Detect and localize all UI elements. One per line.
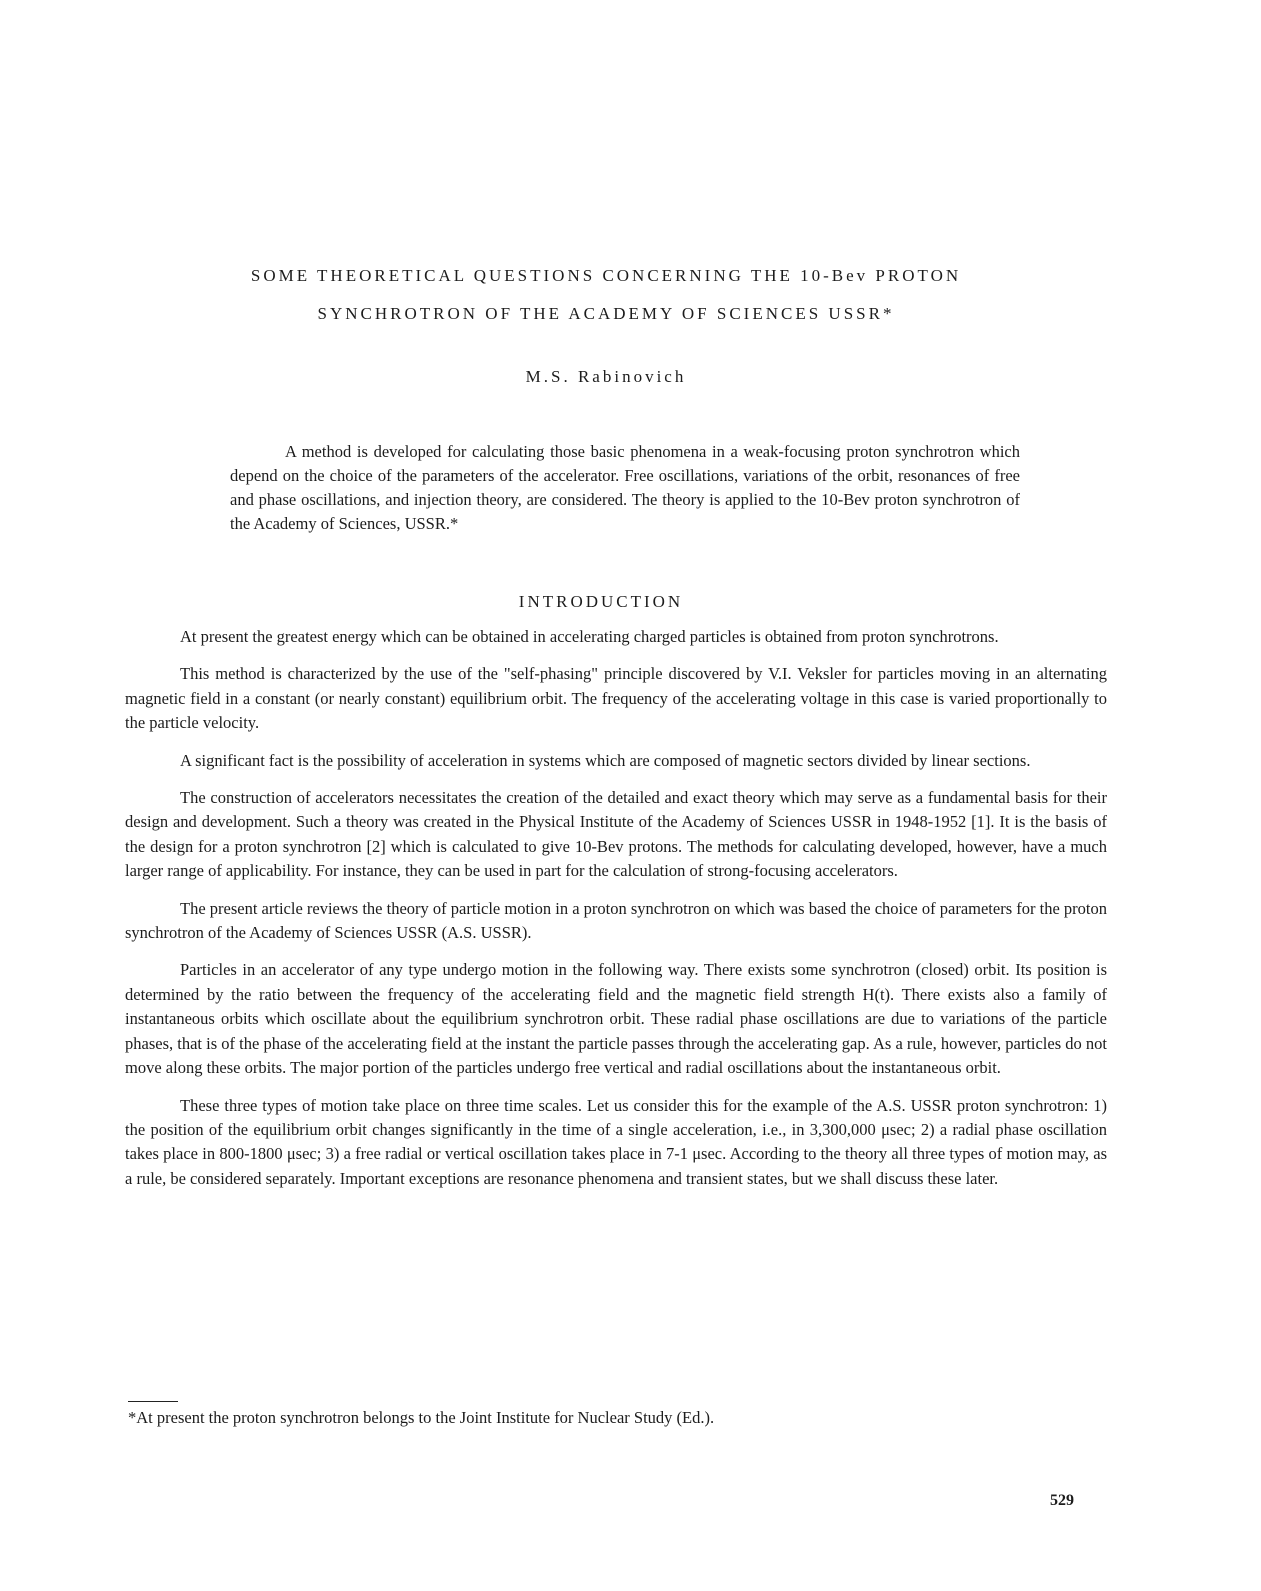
- paragraph: Particles in an accelerator of any type undergo motion in the following way. There exists some synchrotron (closed) orbit. Its position is determined by the ratio between the frequency of the accelerating field and the magnetic field strength H(t). There exists also a family of instantaneous orbits which oscillate about the equilibrium synchrotron orbit. These radial phase oscillations are due to variations of the particle phases, that is of the phase of the accelerating field at the instant the particle passes through the accelerating gap. As a rule, however, particles do not move along these orbits. The major portion of the particles undergo free vertical and radial oscillations about the instantaneous orbit.: [125, 960, 1107, 1078]
- author-name: M.S. Rabinovich: [525, 367, 687, 386]
- footnote-divider: [128, 1401, 178, 1402]
- paper-title-line-1: SOME THEORETICAL QUESTIONS CONCERNING THE 10-Bev PROTON: [250, 266, 962, 285]
- paragraph: These three types of motion take place on three time scales. Let us consider this for the example of the A.S. USSR proton synchrotron: 1) the position of the equilibrium orbit changes significantly in the time of a single acceleration, i.e., in 3,300,000 μsec; 2) a radial phase oscillation takes place in 800-1800 μsec; 3) a free radial or vertical oscillation takes place in 7-1 μsec. According to the theory all three types of motion may, as a rule, be considered separately. Important exceptions are resonance phenomena and transient states, but we shall discuss these later.: [125, 1095, 1107, 1188]
- abstract: A method is developed for calculating those basic phenomena in a weak-focusing proton synchrotron which depend on the choice of the parameters of the accelerator. Free oscillations, variations of the orbit, resonances of free and phase oscillations, and injection theory, are considered. The theory is applied to the 10-Bev proton synchrotron of the Academy of Sciences, USSR.*: [230, 442, 1020, 533]
- footnote: *At present the proton synchrotron belongs to the Joint Institute for Nuclear Study (Ed.).: [128, 1408, 715, 1427]
- page-number: 529: [1050, 1492, 1074, 1509]
- paragraph: The present article reviews the theory of particle motion in a proton synchrotron on which was based the choice of parameters for the proton synchrotron of the Academy of Sciences USSR (A.S. USSR).: [125, 898, 1107, 943]
- body-text: [125, 625, 1107, 1204]
- paragraph: A significant fact is the possibility of acceleration in systems which are composed of magnetic sectors divided by linear sections.: [180, 750, 1031, 770]
- paper-title-line-2: SYNCHROTRON OF THE ACADEMY OF SCIENCES USSR*: [317, 304, 895, 323]
- paragraph: The construction of accelerators necessitates the creation of the detailed and exact theory which may serve as a fundamental basis for their design and development. Such a theory was created in the Physical Institute of the Academy of Sciences USSR in 1948-1952 [1]. It is the basis of the design for a proton synchrotron [2] which is calculated to give 10-Bev protons. The methods for calculating developed, however, have a much larger range of applicability. For instance, they can be used in part for the calculation of strong-focusing accelerators.: [125, 788, 1107, 881]
- paragraph: At present the greatest energy which can be obtained in accelerating charged particles is obtained from proton synchrotrons.: [180, 627, 999, 646]
- paragraph: This method is characterized by the use of the "self-phasing" principle discovered by V.I. Veksler for particles moving in an alternating magnetic field in a constant (or nearly constant) equilibrium orbit. The frequency of the accelerating voltage in this case is varied proportionally to the particle velocity.: [125, 664, 1107, 733]
- section-heading-introduction: INTRODUCTION: [518, 592, 684, 611]
